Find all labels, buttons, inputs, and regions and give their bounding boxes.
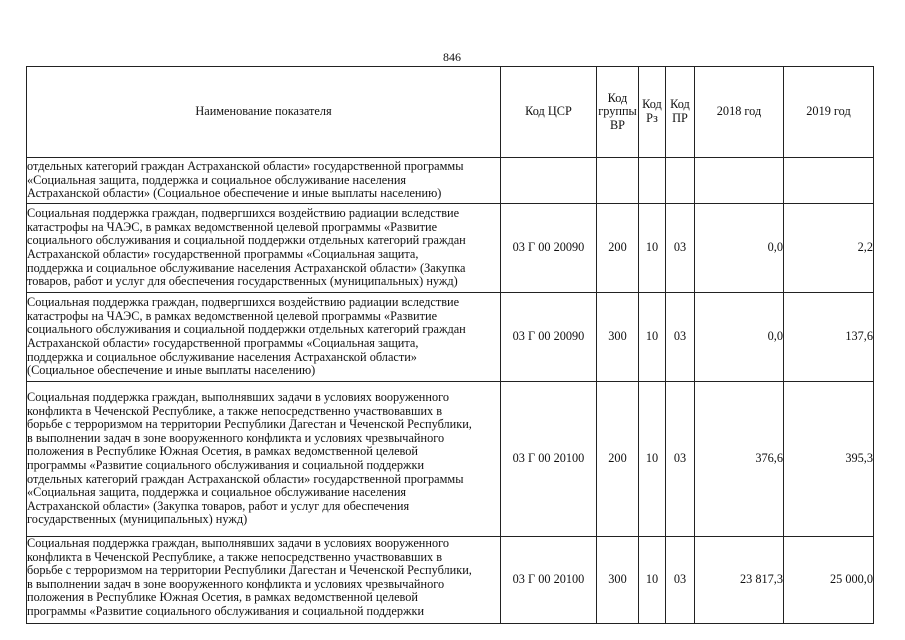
header-csr-code: Код ЦСР xyxy=(501,67,597,158)
row-csr-code: 03 Г 00 20100 xyxy=(501,537,597,624)
row-rz-code: 10 xyxy=(639,382,666,537)
row-vr-code: 300 xyxy=(597,537,639,624)
row-value-2018: 23 817,3 xyxy=(695,537,784,624)
row-csr-code: 03 Г 00 20100 xyxy=(501,382,597,537)
row-csr-code: 03 Г 00 20090 xyxy=(501,293,597,382)
table-row xyxy=(27,293,874,382)
row-vr-code: 200 xyxy=(597,204,639,293)
row-pr-code xyxy=(666,158,695,204)
row-name: Социальная поддержка граждан, подвергшихся воздействию радиации вследствие катастрофы на ЧАЭС, в рамках ведомственной целевой программы «Развитие социального обслуживания и социальной поддержки отдельных категорий граждан Астраханской области» государственной программы «Социальная защита, поддержка и социальное обслуживание населения Астраханской области» (Социальное обеспечение и иные выплаты населению) xyxy=(27,293,501,382)
row-value-2019: 137,6 xyxy=(784,293,874,382)
table-row xyxy=(27,158,874,204)
table-row xyxy=(27,204,874,293)
table-row xyxy=(27,382,874,537)
row-vr-code xyxy=(597,158,639,204)
row-vr-code: 200 xyxy=(597,382,639,537)
row-rz-code xyxy=(639,158,666,204)
row-pr-code: 03 xyxy=(666,204,695,293)
header-year-2019: 2019 год xyxy=(784,67,874,158)
header-rz-code: Код Рз xyxy=(639,67,666,158)
row-value-2018: 376,6 xyxy=(695,382,784,537)
row-name: Социальная поддержка граждан, выполнявших задачи в условиях вооруженного конфликта в Чеченской Республике, а также непосредственно участвовавших в борьбе с терроризмом на территории Республики Дагестан и Чеченской Республики, в выполнении задач в зоне вооруженного конфликта и условиях чрезвычайного положения в Республике Южная Осетия, в рамках ведомственной целевой программы «Развитие социального обслуживания и социальной поддержки xyxy=(27,537,501,624)
row-name: отдельных категорий граждан Астраханской области» государственной программы «Социальная защита, поддержка и социальное обслуживание населения Астраханской области» (Социальное обеспечение и иные выплаты населению) xyxy=(27,158,501,204)
row-vr-code: 300 xyxy=(597,293,639,382)
header-vr-code: Код группы ВР xyxy=(597,67,639,158)
row-rz-code: 10 xyxy=(639,204,666,293)
row-rz-code: 10 xyxy=(639,537,666,624)
row-pr-code: 03 xyxy=(666,537,695,624)
table-header-row xyxy=(27,67,874,158)
budget-table xyxy=(26,66,874,624)
row-value-2019: 2,2 xyxy=(784,204,874,293)
row-value-2018: 0,0 xyxy=(695,204,784,293)
header-name: Наименование показателя xyxy=(27,67,501,158)
row-value-2018 xyxy=(695,158,784,204)
row-value-2018: 0,0 xyxy=(695,293,784,382)
header-year-2018: 2018 год xyxy=(695,67,784,158)
row-rz-code: 10 xyxy=(639,293,666,382)
page-number: 846 xyxy=(443,50,461,64)
row-pr-code: 03 xyxy=(666,293,695,382)
table-row xyxy=(27,537,874,624)
row-value-2019: 25 000,0 xyxy=(784,537,874,624)
row-name: Социальная поддержка граждан, выполнявших задачи в условиях вооруженного конфликта в Чеченской Республике, а также непосредственно участвовавших в борьбе с терроризмом на территории Республики Дагестан и Чеченской Республики, в выполнении задач в зоне вооруженного конфликта и условиях чрезвычайного положения в Республике Южная Осетия, в рамках ведомственной целевой программы «Развитие социального обслуживания и социальной поддержки отдельных категорий граждан Астраханской области» государственной программы «Социальная защита, поддержка и социальное обслуживание населения Астраханской области» (Закупка товаров, работ и услуг для обеспечения государственных (муниципальных) нужд) xyxy=(27,382,501,537)
row-value-2019: 395,3 xyxy=(784,382,874,537)
header-pr-code: Код ПР xyxy=(666,67,695,158)
row-csr-code xyxy=(501,158,597,204)
row-csr-code: 03 Г 00 20090 xyxy=(501,204,597,293)
row-value-2019 xyxy=(784,158,874,204)
row-name: Социальная поддержка граждан, подвергшихся воздействию радиации вследствие катастрофы на ЧАЭС, в рамках ведомственной целевой программы «Развитие социального обслуживания и социальной поддержки отдельных категорий граждан Астраханской области» государственной программы «Социальная защита, поддержка и социальное обслуживание населения Астраханской области» (Закупка товаров, работ и услуг для обеспечения государственных (муниципальных) нужд) xyxy=(27,204,501,293)
row-pr-code: 03 xyxy=(666,382,695,537)
